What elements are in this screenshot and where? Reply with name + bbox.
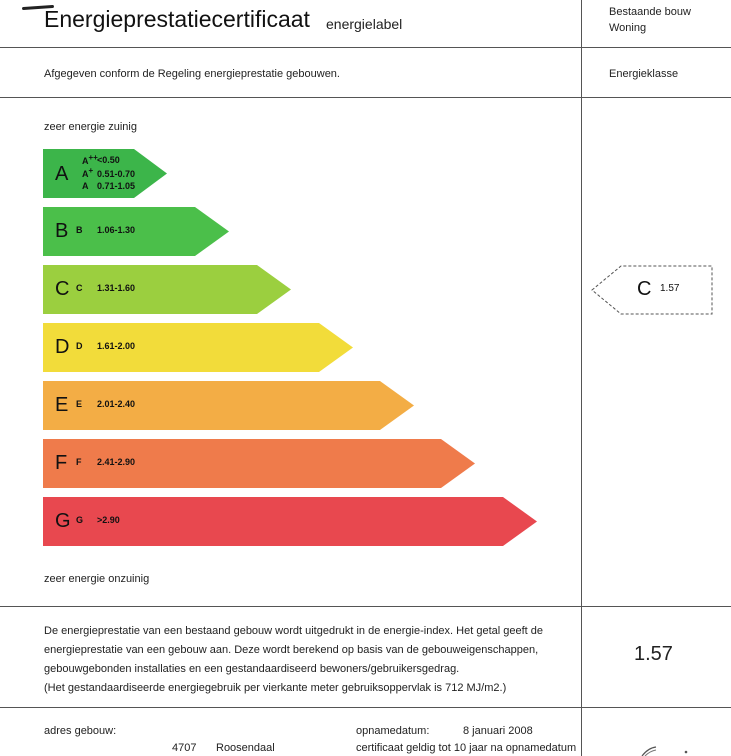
document-subtitle: energielabel	[326, 16, 403, 32]
bar-e-range: 2.01-2.40	[97, 399, 136, 409]
bar-d-range: 1.61-2.00	[97, 341, 136, 351]
bar-c-range: 1.31-1.60	[97, 283, 136, 293]
bar-a-sub-2-code: A+	[82, 166, 94, 179]
bar-g-letter: G	[55, 510, 71, 532]
description-line-4: (Het gestandaardiseerde energiegebruik per vierkante meter gebruiksoppervlak is 712 MJ/m2.)	[44, 682, 507, 694]
bar-c-code: C	[76, 283, 83, 293]
energy-bar-b	[43, 207, 229, 256]
recording-date-label: opnamedatum:	[356, 725, 430, 737]
validity-text: certificaat geldig tot 10 jaar na opnamedatum	[356, 742, 577, 754]
energy-bar-d	[43, 323, 353, 372]
scale-top-label: zeer energie zuinig	[44, 121, 137, 133]
description-paragraph	[44, 622, 564, 698]
bar-a-sub-1-code: A++	[82, 153, 98, 166]
bar-a-letter: A	[55, 163, 69, 185]
bar-b-code: B	[76, 225, 83, 235]
bar-g-range: >2.90	[97, 515, 120, 525]
description-line-1: De energieprestatie van een bestaand gebouw wordt uitgedrukt in de energie-index. Het getal geeft de	[44, 625, 544, 637]
bar-b-arrow	[43, 207, 229, 256]
bar-a-sub-3-range: 0.71-1.05	[97, 181, 136, 191]
energy-bar-c	[43, 265, 291, 314]
indicator-letter: C	[637, 278, 652, 300]
bar-d-code: D	[76, 341, 83, 351]
description-line-3: gebouwgebonden installaties en een gestandaardiseerd bewoners/gebruikersgedrag.	[44, 663, 460, 675]
divider-scale	[0, 606, 731, 607]
seal-mark	[640, 742, 700, 756]
document-title: Energieprestatiecertificaat	[44, 6, 310, 32]
address-city: Roosendaal	[216, 742, 275, 754]
description-line-2: energieprestatie van een gebouw aan. Deze wordt berekend op basis van de gebouweigenschappen,	[44, 644, 539, 656]
divider-conformity	[0, 97, 731, 98]
bar-e-code: E	[76, 399, 83, 409]
bar-d-arrow	[43, 323, 353, 372]
column-divider	[581, 0, 582, 756]
bar-d-letter: D	[55, 336, 70, 358]
energy-class-header: Energieklasse	[609, 68, 679, 80]
divider-header	[0, 47, 731, 48]
indicator-value: 1.57	[660, 283, 680, 294]
scale-bottom-label: zeer energie onzuinig	[44, 573, 150, 585]
building-type: Bestaande bouw	[609, 6, 691, 18]
divider-description	[0, 707, 731, 708]
energy-bar-a	[43, 149, 167, 198]
building-use: Woning	[609, 22, 647, 34]
bar-f-letter: F	[55, 452, 68, 474]
bar-f-code: F	[76, 457, 82, 467]
energy-class-indicator	[591, 265, 714, 315]
bar-b-range: 1.06-1.30	[97, 225, 136, 235]
bar-a-sub-1-range: <0.50	[97, 155, 120, 165]
bar-g-code: G	[76, 515, 84, 525]
bar-b-letter: B	[55, 220, 69, 242]
energy-index-value: 1.57	[634, 643, 673, 665]
conformity-text: Afgegeven conform de Regeling energieprestatie gebouwen.	[44, 68, 340, 80]
indicator-arrow-outline	[592, 266, 712, 314]
address-postcode: 4707	[172, 742, 197, 754]
energy-bar-f	[43, 439, 475, 488]
address-label: adres gebouw:	[44, 725, 117, 737]
bar-a-sub-2-range: 0.51-0.70	[97, 169, 136, 179]
bar-c-letter: C	[55, 278, 70, 300]
bar-f-range: 2.41-2.90	[97, 457, 136, 467]
bar-e-letter: E	[55, 394, 69, 416]
energy-bar-g	[43, 497, 537, 546]
energy-bar-e	[43, 381, 414, 430]
recording-date: 8 januari 2008	[463, 725, 533, 737]
bar-a-sub-3-code: A	[82, 181, 89, 191]
